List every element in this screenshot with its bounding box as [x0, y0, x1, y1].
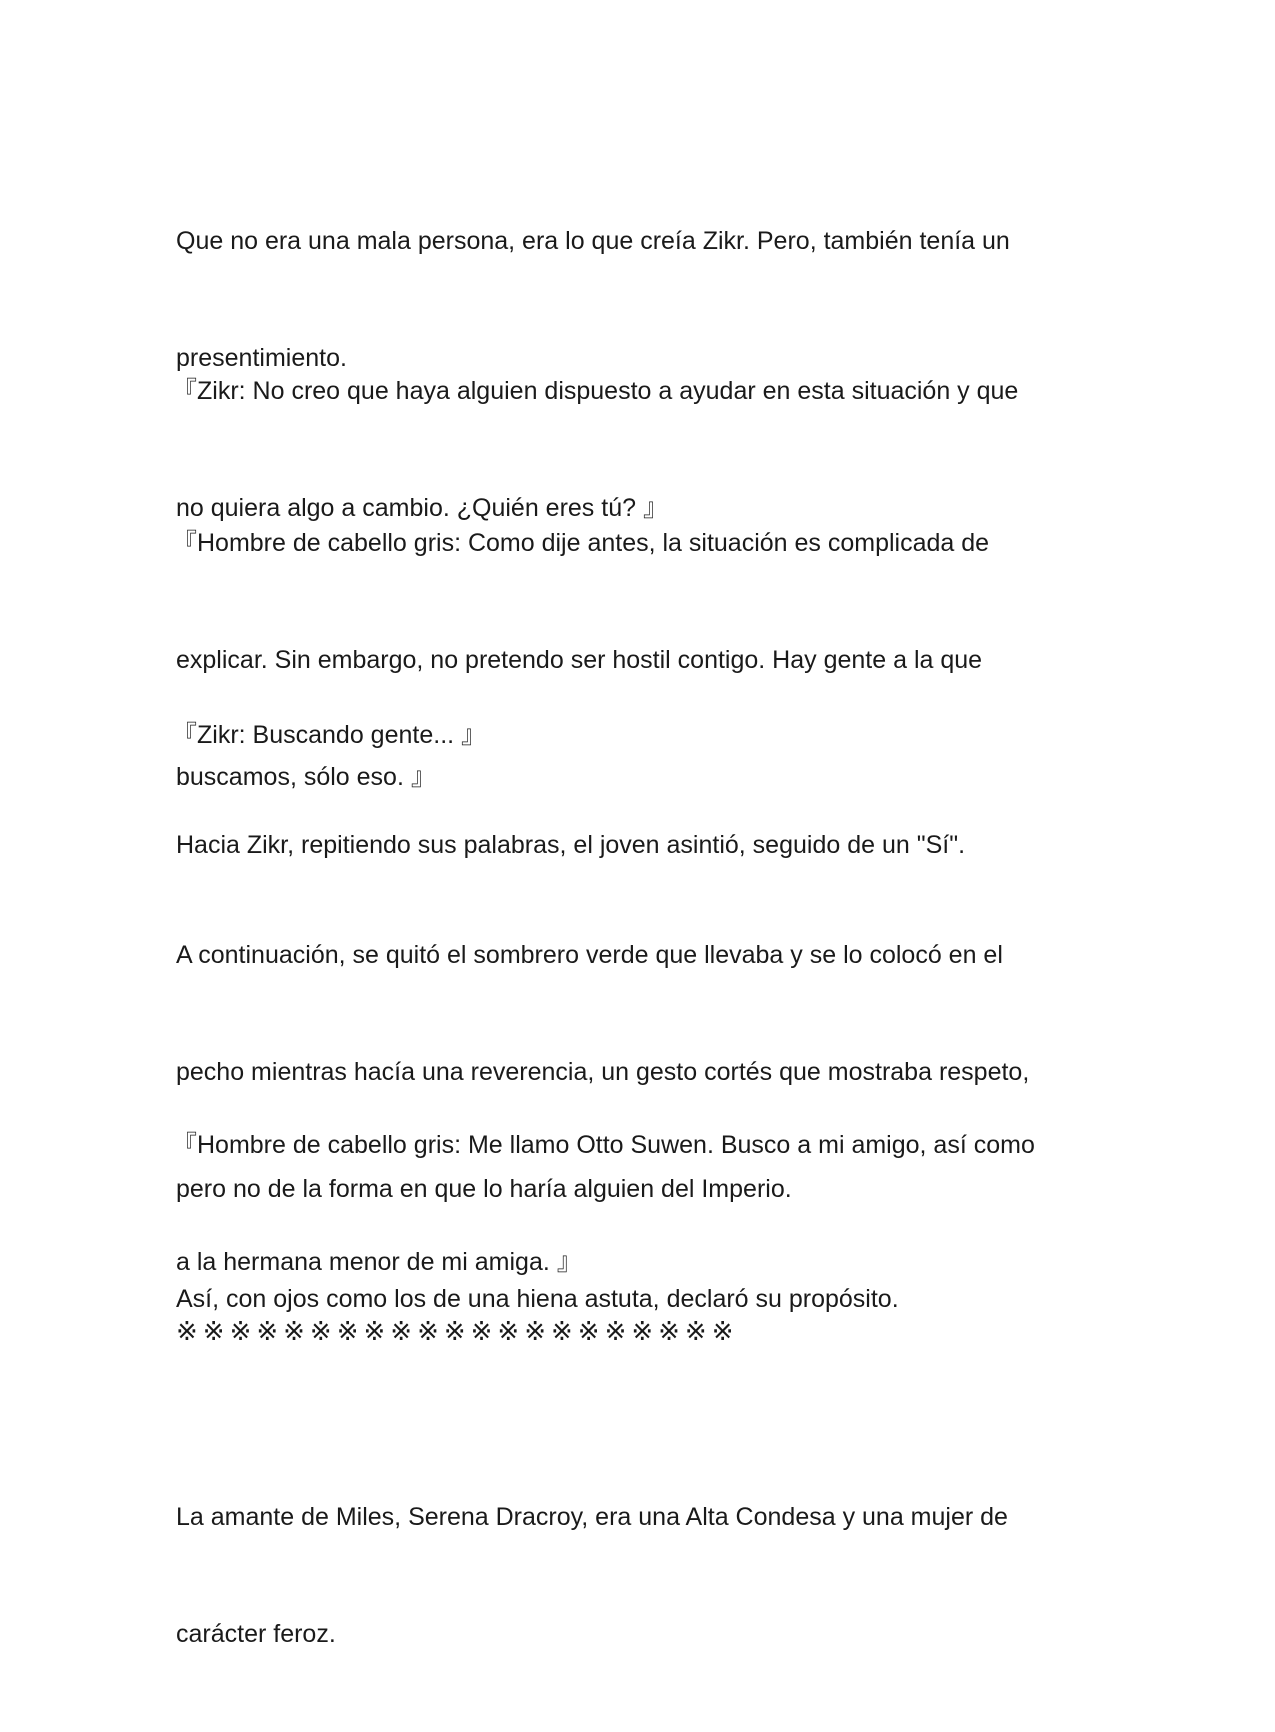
text-line: pero no de la forma en que lo haría alguien del Imperio. [176, 1175, 792, 1203]
text-line: explicar. Sin embargo, no pretendo ser hostil contigo. Hay gente a la que [176, 646, 983, 674]
text-line: a la hermana menor de mi amiga. 』 [176, 1248, 582, 1276]
paragraph-narration-5 [176, 1420, 1106, 1732]
text-line: presentimiento. [176, 344, 347, 372]
text-line: 『Hombre de cabello gris: Como dije antes, la situación es complicada de [172, 529, 990, 557]
text-line: Que no era una mala persona, era lo que creía Zikr. Pero, también tenía un [176, 227, 1010, 255]
text-line: buscamos, sólo eso. 』 [176, 763, 436, 791]
text-line: pecho mientras hacía una reverencia, un gesto cortés que mostraba respeto, [176, 1058, 1030, 1086]
text-line: carácter feroz. [176, 1620, 336, 1648]
paragraph-narration-4 [176, 1202, 1106, 1397]
text-line: A continuación, se quitó el sombrero verde que llevaba y se lo colocó en el [176, 941, 1003, 969]
text-line: 『Hombre de cabello gris: Me llamo Otto Suwen. Busco a mi amigo, así como [172, 1131, 1035, 1159]
text-line: Así, con ojos como los de una hiena astuta, declaró su propósito. [176, 1285, 899, 1313]
text-line: no quiera algo a cambio. ¿Quién eres tú? 』 [176, 494, 668, 522]
text-line: La amante de Miles, Serena Dracroy, era una Alta Condesa y una mujer de [176, 1503, 1008, 1531]
text-line: Hacia Zikr, repitiendo sus palabras, el joven asintió, seguido de un "Sí". [176, 831, 966, 859]
scene-separator: ※※※※※※※※※※※※※※※※※※※※※ [176, 1317, 739, 1347]
text-line: 『Zikr: Buscando gente... 』 [172, 721, 487, 749]
text-line: 『Zikr: No creo que haya alguien dispuesto a ayudar en esta situación y que [172, 377, 1019, 405]
